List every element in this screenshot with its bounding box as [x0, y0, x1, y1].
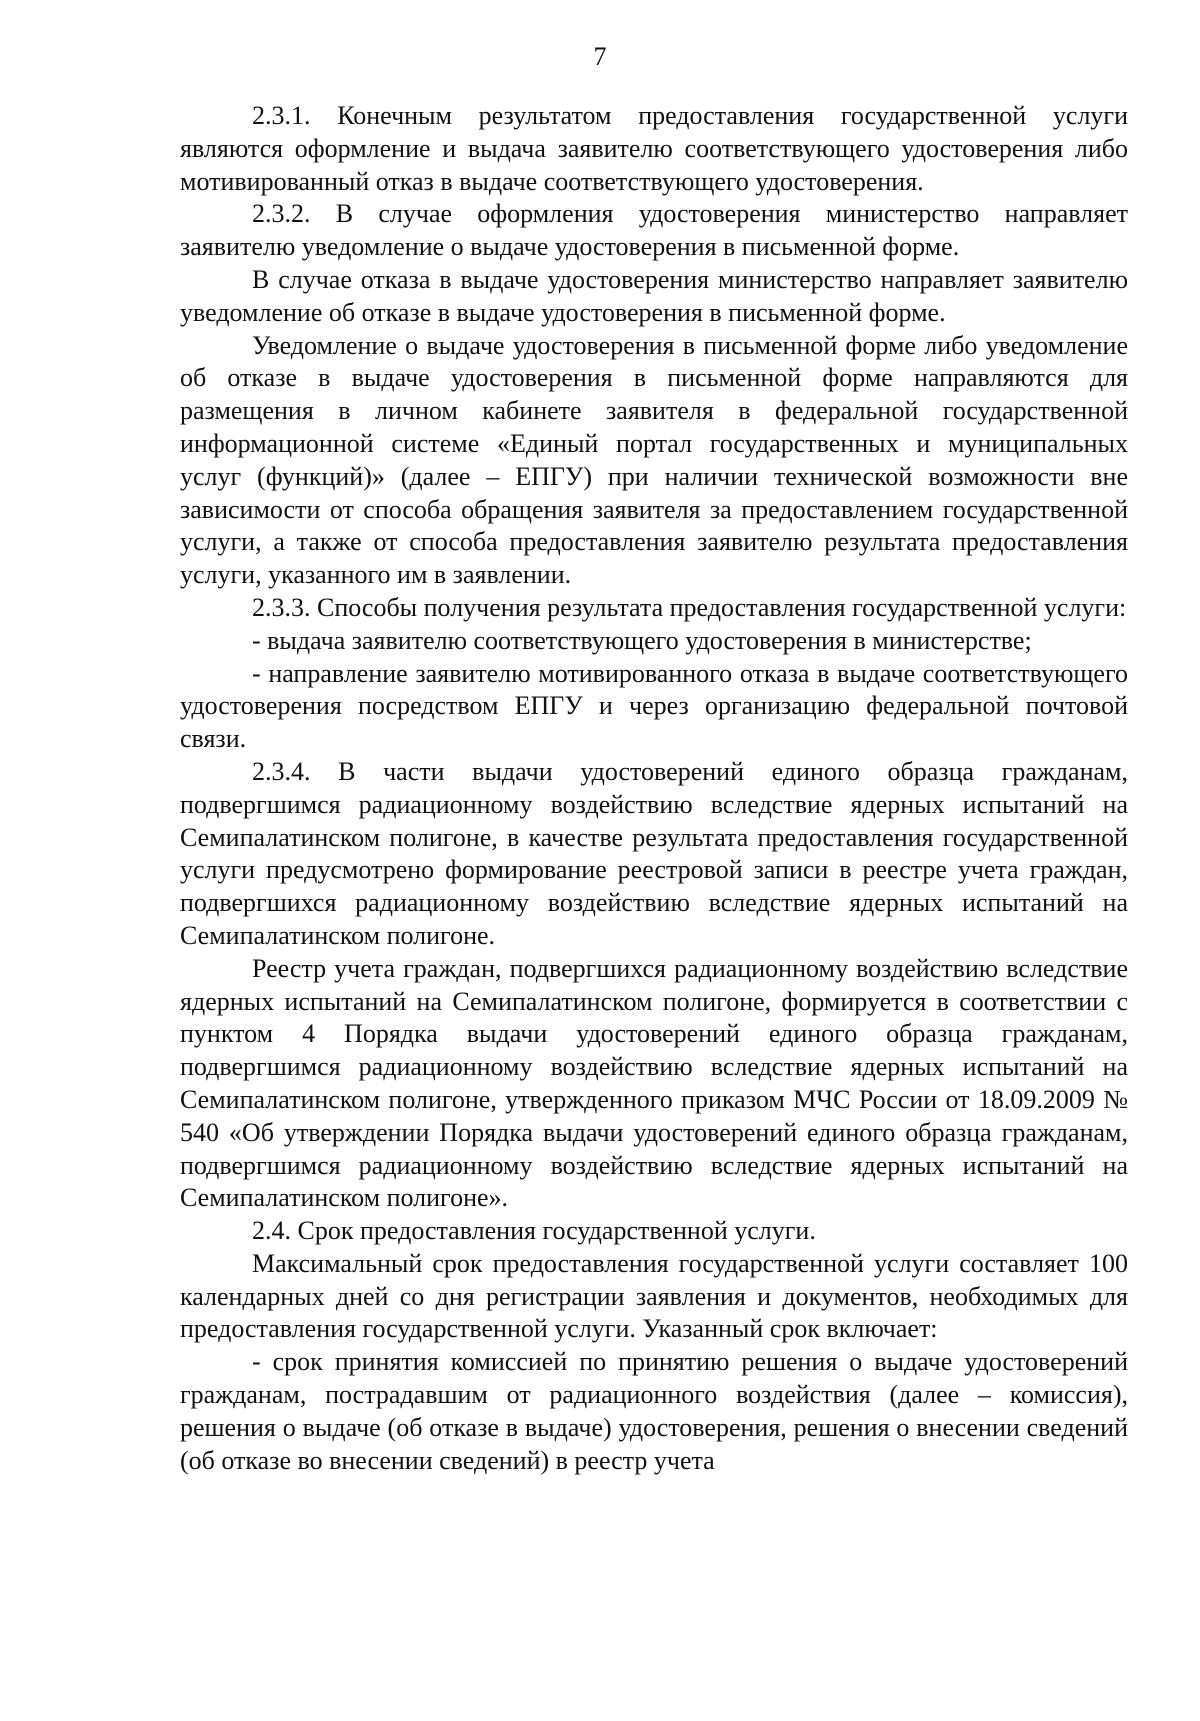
- paragraph-registry: Реестр учета граждан, подвергшихся радиационному воздействию вследствие ядерных испытаний на Семипалатинском полигоне, формируется в соответствии с пунктом 4 Порядка выдачи удостоверений единого образца гражданам, подвергшимся радиационному воздействию вследствие ядерных испытаний на Семипалатинском полигоне, утвержденного приказом МЧС России от 18.09.2009 № 540 «Об утверждении Порядка выдачи удостоверений единого образца гражданам, подвергшимся радиационному воздействию вследствие ядерных испытаний на Семипалатинском полигоне».: [180, 953, 1128, 1213]
- paragraph-2-3-3: 2.3.3. Способы получения результата предоставления государственной услуги:: [252, 592, 1127, 622]
- paragraph-2-3-2: 2.3.2. В случае оформления удостоверения министерство направляет заявителю уведомление о выдаче удостоверения в письменной форме.: [180, 199, 1128, 262]
- paragraph-2-4: 2.4. Срок предоставления государственной услуги.: [252, 1216, 816, 1246]
- list-item-commission-term: - срок принятия комиссией по принятию решения о выдаче удостоверений гражданам, пострадавшим от радиационного воздействия (далее – комиссия), решения о выдаче (об отказе в выдаче) удостоверения, решения о внесении сведений (об отказе во внесении сведений) в реестр учета: [180, 1347, 1128, 1475]
- list-item-issuance: - выдача заявителю соответствующего удостоверения в министерстве;: [252, 625, 1032, 655]
- page-number: 7: [593, 42, 607, 71]
- list-item-refusal: - направление заявителю мотивированного отказа в выдаче соответствующего удостоверения посредством ЕПГУ и через организацию федеральной почтовой связи.: [180, 658, 1128, 754]
- paragraph-notice-delivery: Уведомление о выдаче удостоверения в письменной форме либо уведомление об отказе в выдаче удостоверения в письменной форме направляются для размещения в личном кабинете заявителя в федеральной государственной информационной системе «Единый портал государственных и муниципальных услуг (функций)» (далее – ЕПГУ) при наличии технической возможности вне зависимости от способа обращения заявителя за предоставлением государственной услуги, а также от способа предоставления заявителю результата предоставления услуги, указанного им в заявлении.: [180, 330, 1128, 590]
- document-body: [180, 100, 1128, 1477]
- paragraph-refusal-notice: В случае отказа в выдаче удостоверения министерство направляет заявителю уведомление об отказе в выдаче удостоверения в письменной форме.: [180, 264, 1128, 327]
- paragraph-2-3-1: 2.3.1. Конечным результатом предоставления государственной услуги являются оформление и выдача заявителю соответствующего удостоверения либо мотивированный отказ в выдаче соответствующего удостоверения.: [180, 101, 1128, 196]
- paragraph-max-term: Максимальный срок предоставления государственной услуги составляет 100 календарных дней со дня регистрации заявления и документов, необходимых для предоставления государственной услуги. Указанный срок включает:: [180, 1248, 1128, 1344]
- paragraph-2-3-4: 2.3.4. В части выдачи удостоверений единого образца гражданам, подвергшимся радиационному воздействию вследствие ядерных испытаний на Семипалатинском полигоне, в качестве результата предоставления государственной услуги предусмотрено формирование реестровой записи в реестре учета граждан, подвергшихся радиационному воздействию вследствие ядерных испытаний на Семипалатинском полигоне.: [180, 756, 1128, 950]
